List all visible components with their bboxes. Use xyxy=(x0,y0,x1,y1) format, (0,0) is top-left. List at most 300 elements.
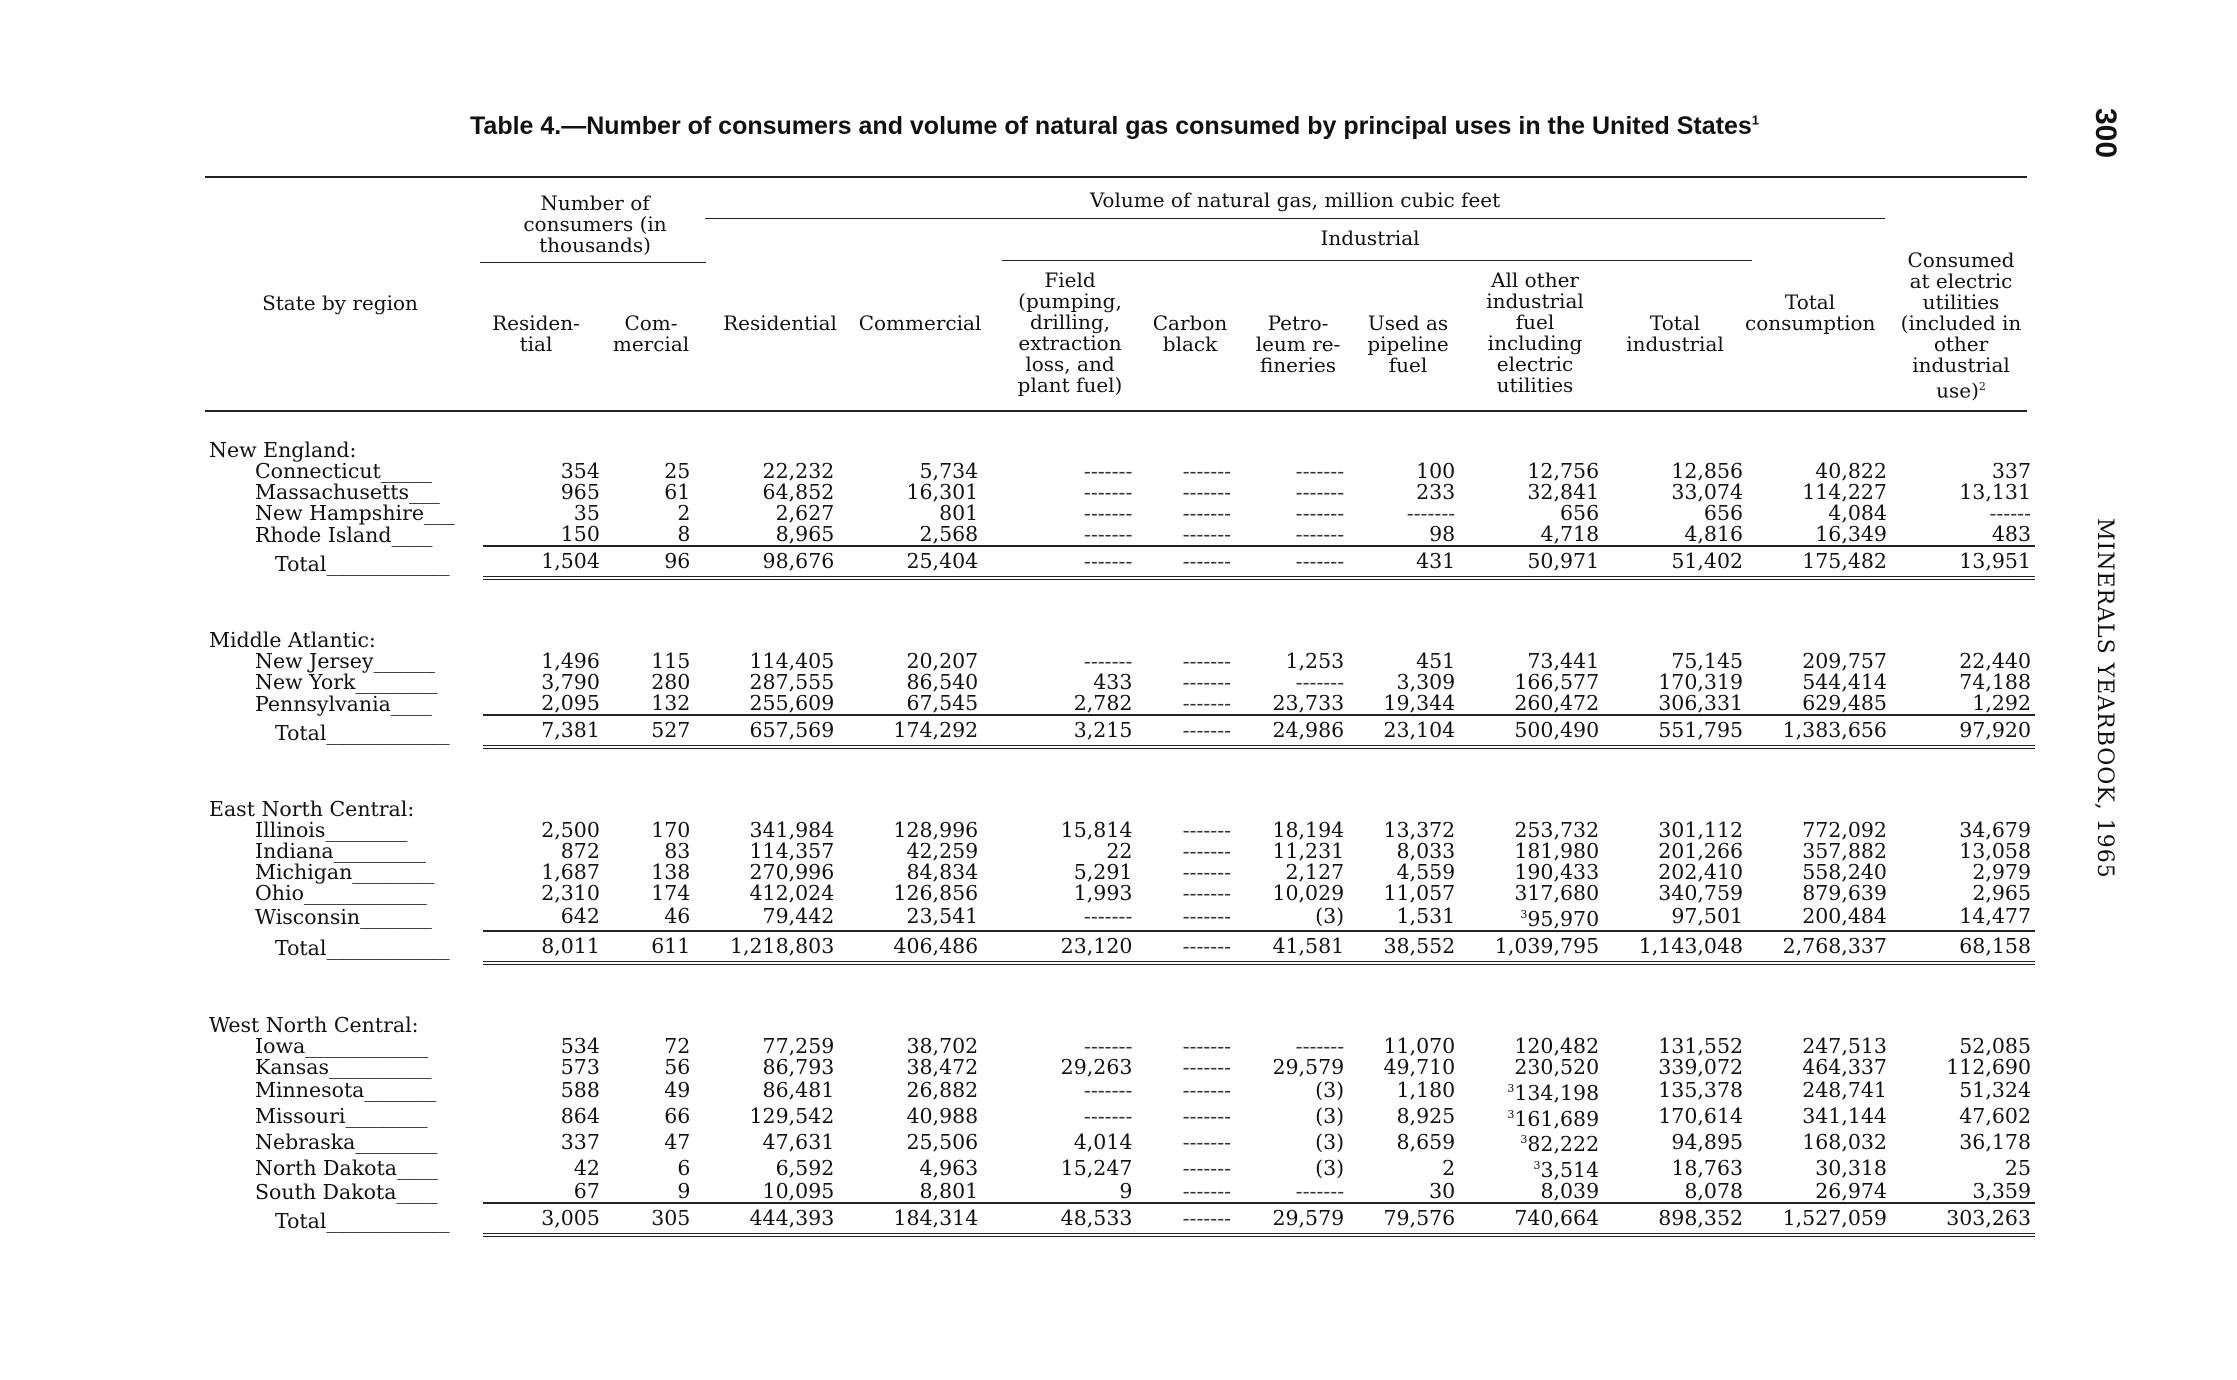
electric-utilities-cell xyxy=(1891,883,2035,904)
cell-value: 72 xyxy=(664,1033,691,1058)
cell-value: 30 xyxy=(1429,1179,1456,1204)
residential-consumers-cell xyxy=(483,672,604,693)
total-row xyxy=(205,546,2035,578)
petroleum-refineries-cell xyxy=(1235,820,1348,841)
field-fuel-total: ------- xyxy=(982,546,1136,578)
spacer-cell xyxy=(205,963,483,1015)
cell-value: 4,718 xyxy=(1540,522,1600,546)
data-table xyxy=(205,440,2035,1237)
cell-value: ------- xyxy=(1083,1078,1133,1103)
cell-value: 18,763 xyxy=(1671,1155,1744,1180)
residential-volume-cell xyxy=(694,503,838,524)
header-electric-utilities: Consumed at electric utilities (included in other industrial use)$^2$ xyxy=(1900,248,2022,403)
cell-value: 2 xyxy=(1442,1155,1456,1180)
total-consumption-cell xyxy=(1747,524,1891,546)
cell-value: 8,801 xyxy=(919,1179,979,1204)
leader-dots: ________ xyxy=(325,818,408,842)
cell-value: 629,485 xyxy=(1802,691,1887,715)
residential-volume-total: 1,218,803 xyxy=(694,931,838,963)
pipeline-fuel-cell xyxy=(1348,1078,1459,1104)
electric-utilities-cell xyxy=(1891,1181,2035,1203)
cell-value: (3) xyxy=(1315,1078,1345,1103)
cell-value: ------- xyxy=(1182,1078,1232,1103)
cell-value: 100 xyxy=(1416,459,1456,483)
cell-value: 656 xyxy=(1703,501,1744,525)
cell-value: 13,372 xyxy=(1383,818,1456,842)
cell-value: 115 xyxy=(651,649,691,673)
commercial-consumers-cell xyxy=(604,672,694,693)
cell-value: ------- xyxy=(1182,480,1232,504)
cell-value: ------- xyxy=(1083,522,1133,546)
field-fuel-cell xyxy=(982,1181,1136,1203)
cell-value: 248,741 xyxy=(1802,1078,1887,1103)
leader-dots: ________ xyxy=(355,670,438,694)
other-industrial-cell xyxy=(1459,524,1603,546)
cell-value: 14,477 xyxy=(1959,904,2031,929)
residential-volume-cell xyxy=(694,693,838,715)
commercial-volume-cell xyxy=(838,693,982,715)
cell-value: 170,614 xyxy=(1658,1104,1744,1129)
residential-volume-cell xyxy=(694,841,838,862)
cell-value: ------- xyxy=(1182,1155,1232,1180)
pipeline-fuel-total: 38,552 xyxy=(1348,931,1459,963)
state-label: South Dakota xyxy=(255,1179,397,1204)
commercial-volume-cell xyxy=(838,841,982,862)
other-industrial-cell xyxy=(1459,651,1603,672)
cell-value: 12,856 xyxy=(1671,459,1744,483)
carbon-black-cell xyxy=(1136,651,1235,672)
cell-value: 79,442 xyxy=(762,904,835,929)
commercial-consumers-cell xyxy=(604,862,694,883)
residential-volume-cell xyxy=(694,1155,838,1181)
cell-value: 47,602 xyxy=(1959,1104,2031,1129)
cell-value: 656 xyxy=(1559,501,1600,525)
leader-dots: ________ xyxy=(352,860,435,884)
cell-value: 56 xyxy=(664,1054,691,1079)
consumers-rule xyxy=(480,262,706,263)
commercial-volume-total: 184,314 xyxy=(838,1203,982,1235)
pipeline-fuel-cell xyxy=(1348,883,1459,904)
cell-value: 161,689 xyxy=(1514,1106,1600,1131)
cell-value: ------- xyxy=(1295,501,1345,525)
carbon-black-cell xyxy=(1136,1033,1235,1058)
cell-value: 170 xyxy=(651,818,691,842)
cell-value: (3) xyxy=(1315,1155,1345,1180)
cell-value: ------- xyxy=(1182,1179,1232,1204)
pipeline-fuel-total: 23,104 xyxy=(1348,715,1459,747)
other-industrial-cell xyxy=(1459,693,1603,715)
residential-volume-cell xyxy=(694,672,838,693)
cell-value: 26,882 xyxy=(906,1078,979,1103)
carbon-black-cell xyxy=(1136,883,1235,904)
cell-value: 2 xyxy=(677,501,691,525)
total-consumption-cell xyxy=(1747,1155,1891,1181)
cell-value: ------- xyxy=(1182,818,1232,842)
cell-value: 40,988 xyxy=(906,1104,979,1129)
pipeline-fuel-cell xyxy=(1348,651,1459,672)
footnote-marker: 3 xyxy=(1533,1159,1541,1173)
cell-value: 260,472 xyxy=(1514,691,1600,715)
cell-value: 114,227 xyxy=(1802,480,1887,504)
petroleum-refineries-cell xyxy=(1235,1181,1348,1203)
residential-consumers-cell xyxy=(483,820,604,841)
cell-value: (3) xyxy=(1315,1129,1345,1154)
residential-volume-cell xyxy=(694,482,838,503)
commercial-consumers-cell xyxy=(604,1054,694,1079)
field-fuel-cell xyxy=(982,862,1136,883)
region-heading xyxy=(205,630,2035,651)
cell-value: 129,542 xyxy=(749,1104,835,1129)
cell-value: 8,659 xyxy=(1396,1129,1456,1154)
cell-value: 10,029 xyxy=(1272,881,1345,905)
residential-volume-total: 657,569 xyxy=(694,715,838,747)
petroleum-refineries-cell xyxy=(1235,841,1348,862)
total-industrial-total: 1,143,048 xyxy=(1603,931,1747,963)
total-label xyxy=(205,546,483,578)
electric-utilities-cell xyxy=(1891,693,2035,715)
total-industrial-cell xyxy=(1603,1104,1747,1130)
other-industrial-cell xyxy=(1459,1129,1603,1155)
pipeline-fuel-cell xyxy=(1348,1054,1459,1079)
residential-consumers-total: 3,005 xyxy=(483,1203,604,1235)
state-name xyxy=(205,461,483,482)
electric-utilities-total: 13,951 xyxy=(1891,546,2035,578)
cell-value: 51,324 xyxy=(1959,1078,2031,1103)
cell-value: ------- xyxy=(1083,1033,1133,1058)
table-row xyxy=(205,651,2035,672)
field-fuel-total: 3,215 xyxy=(982,715,1136,747)
leader-dots: _________ xyxy=(333,839,426,863)
electric-utilities-cell xyxy=(1891,820,2035,841)
residential-volume-cell xyxy=(694,862,838,883)
top-rule xyxy=(205,176,2027,178)
residential-consumers-total: 8,011 xyxy=(483,931,604,963)
cell-value: 114,405 xyxy=(749,649,835,673)
cell-value: (3) xyxy=(1315,904,1345,929)
cell-value: ------- xyxy=(1182,839,1232,863)
state-name xyxy=(205,1054,483,1079)
petroleum-refineries-cell xyxy=(1235,672,1348,693)
commercial-volume-cell xyxy=(838,1054,982,1079)
table-row xyxy=(205,461,2035,482)
field-fuel-cell xyxy=(982,651,1136,672)
cell-value: 23,733 xyxy=(1272,691,1345,715)
cell-value: 15,814 xyxy=(1060,818,1133,842)
cell-value: ------- xyxy=(1182,1033,1232,1058)
title-footnote: 1 xyxy=(1751,112,1759,128)
commercial-volume-cell xyxy=(838,1181,982,1203)
total-industrial-cell xyxy=(1603,672,1747,693)
total-industrial-cell xyxy=(1603,693,1747,715)
cell-value: 33,074 xyxy=(1671,480,1744,504)
commercial-volume-cell xyxy=(838,461,982,482)
other-industrial-total: 50,971 xyxy=(1459,546,1603,578)
cell-value: 49 xyxy=(664,1078,691,1103)
cell-value: 2,782 xyxy=(1073,691,1133,715)
cell-value: ------- xyxy=(1083,501,1133,525)
leader-dots: ____________ xyxy=(326,720,450,745)
other-industrial-cell xyxy=(1459,503,1603,524)
cell-value: 1,687 xyxy=(541,860,600,884)
cell-value: 4,559 xyxy=(1396,860,1456,884)
cell-value: ------- xyxy=(1295,1179,1345,1204)
cell-value: 2,568 xyxy=(919,522,979,546)
region-name: New England: xyxy=(209,438,357,462)
commercial-volume-cell xyxy=(838,820,982,841)
residential-consumers-total: 1,504 xyxy=(483,546,604,578)
state-name xyxy=(205,862,483,883)
field-fuel-cell xyxy=(982,482,1136,503)
pipeline-fuel-cell xyxy=(1348,524,1459,546)
residential-volume-cell xyxy=(694,1033,838,1058)
cell-value: 433 xyxy=(1093,670,1133,694)
cell-value: ------- xyxy=(1182,522,1232,546)
total-industrial-cell xyxy=(1603,862,1747,883)
pipeline-fuel-cell xyxy=(1348,461,1459,482)
cell-value: 61 xyxy=(664,480,691,504)
cell-value: 8 xyxy=(677,522,691,546)
pipeline-fuel-cell xyxy=(1348,862,1459,883)
residential-volume-cell xyxy=(694,1054,838,1079)
commercial-consumers-cell xyxy=(604,651,694,672)
region-name: West North Central: xyxy=(209,1012,419,1037)
region-name: Middle Atlantic: xyxy=(209,628,376,652)
pipeline-fuel-total: 431 xyxy=(1348,546,1459,578)
table-row xyxy=(205,1036,2035,1057)
field-fuel-cell xyxy=(982,672,1136,693)
carbon-black-total: ------- xyxy=(1136,546,1235,578)
commercial-consumers-cell xyxy=(604,461,694,482)
total-consumption-cell xyxy=(1747,862,1891,883)
cell-value: 75,145 xyxy=(1671,649,1744,673)
cell-value: 864 xyxy=(560,1104,600,1129)
petroleum-refineries-cell xyxy=(1235,883,1348,904)
cell-value: 4,014 xyxy=(1073,1129,1133,1154)
leader-dots: ______ xyxy=(373,649,436,673)
commercial-consumers-cell xyxy=(604,1181,694,1203)
state-label: Missouri xyxy=(255,1104,346,1129)
residential-consumers-cell xyxy=(483,693,604,715)
leader-dots: ________ xyxy=(355,1129,438,1154)
cell-value: 13,131 xyxy=(1959,480,2031,504)
cell-value: 965 xyxy=(560,480,600,504)
electric-utilities-cell xyxy=(1891,461,2035,482)
other-industrial-cell xyxy=(1459,883,1603,904)
carbon-black-cell xyxy=(1136,1181,1235,1203)
cell-value: 4,816 xyxy=(1684,522,1744,546)
cell-value: 112,690 xyxy=(1946,1054,2031,1079)
cell-value: 6,592 xyxy=(775,1155,835,1180)
cell-value: 131,552 xyxy=(1658,1033,1744,1058)
carbon-black-cell xyxy=(1136,461,1235,482)
cell-value: 128,996 xyxy=(893,818,979,842)
petroleum-refineries-cell xyxy=(1235,1054,1348,1079)
cell-value: 4,963 xyxy=(919,1155,979,1180)
cell-value: 1,253 xyxy=(1285,649,1345,673)
cell-value: 10,095 xyxy=(762,1179,835,1204)
header-pipeline: Used as pipeline fuel xyxy=(1367,311,1449,377)
total-industrial-cell xyxy=(1603,1129,1747,1155)
cell-value: 134,198 xyxy=(1514,1080,1600,1105)
cell-value: 9 xyxy=(677,1179,691,1204)
cell-value: ------- xyxy=(1182,691,1232,715)
carbon-black-cell xyxy=(1136,693,1235,715)
cell-value: 230,520 xyxy=(1514,1054,1600,1079)
cell-value: 2,965 xyxy=(1972,881,2031,905)
cell-value: ------- xyxy=(1083,480,1133,504)
commercial-volume-cell xyxy=(838,904,982,931)
carbon-black-cell xyxy=(1136,482,1235,503)
cell-value: 306,331 xyxy=(1658,691,1744,715)
state-label: North Dakota xyxy=(255,1155,397,1180)
field-fuel-cell xyxy=(982,820,1136,841)
cell-value: 451 xyxy=(1416,649,1456,673)
total-consumption-total: 175,482 xyxy=(1747,546,1891,578)
petroleum-refineries-cell xyxy=(1235,503,1348,524)
state-label: Indiana xyxy=(255,839,334,863)
carbon-black-cell xyxy=(1136,862,1235,883)
cell-value: 1,292 xyxy=(1972,691,2031,715)
cell-value: 98 xyxy=(1429,522,1456,546)
commercial-volume-total: 174,292 xyxy=(838,715,982,747)
leader-dots: ___ xyxy=(409,480,440,504)
cell-value: 772,092 xyxy=(1802,818,1887,842)
electric-utilities-total: 303,263 xyxy=(1891,1203,2035,1235)
cell-value: 2,500 xyxy=(541,818,600,842)
cell-value: 29,263 xyxy=(1060,1054,1133,1079)
state-label: Nebraska xyxy=(255,1129,356,1154)
field-fuel-cell xyxy=(982,1104,1136,1130)
region-name: East North Central: xyxy=(209,797,415,821)
cell-value: 4,084 xyxy=(1828,501,1887,525)
cell-value: 9 xyxy=(1119,1179,1133,1204)
cell-value: (3) xyxy=(1315,1104,1345,1129)
state-name xyxy=(205,1181,483,1203)
state-name xyxy=(205,1033,483,1058)
other-industrial-cell xyxy=(1459,904,1603,931)
carbon-black-cell xyxy=(1136,1078,1235,1104)
cell-value: ------- xyxy=(1182,501,1232,525)
cell-value: ------- xyxy=(1182,1104,1232,1129)
cell-value: ------- xyxy=(1406,501,1456,525)
residential-volume-cell xyxy=(694,904,838,931)
carbon-black-cell xyxy=(1136,1155,1235,1181)
electric-utilities-cell xyxy=(1891,524,2035,546)
cell-value: 233 xyxy=(1416,480,1456,504)
state-name xyxy=(205,1129,483,1155)
total-consumption-cell xyxy=(1747,841,1891,862)
commercial-consumers-cell xyxy=(604,503,694,524)
field-fuel-cell xyxy=(982,693,1136,715)
carbon-black-cell xyxy=(1136,672,1235,693)
pipeline-fuel-cell xyxy=(1348,1155,1459,1181)
header-commercial: Commercial xyxy=(858,311,982,335)
carbon-black-cell xyxy=(1136,1104,1235,1130)
leader-dots: ____________ xyxy=(326,551,450,576)
cell-value: 317,680 xyxy=(1514,881,1600,905)
cell-value: 13,058 xyxy=(1959,839,2031,863)
cell-value: 8,033 xyxy=(1396,839,1456,863)
residential-volume-cell xyxy=(694,651,838,672)
commercial-volume-cell xyxy=(838,1155,982,1181)
electric-utilities-cell xyxy=(1891,1054,2035,1079)
carbon-black-cell xyxy=(1136,820,1235,841)
commercial-volume-cell xyxy=(838,1078,982,1104)
other-industrial-total: 500,490 xyxy=(1459,715,1603,747)
pipeline-fuel-cell xyxy=(1348,482,1459,503)
other-industrial-cell xyxy=(1459,1104,1603,1130)
commercial-consumers-cell xyxy=(604,1155,694,1181)
cell-value: 1,496 xyxy=(541,649,600,673)
petroleum-refineries-cell xyxy=(1235,862,1348,883)
table-row xyxy=(205,841,2035,862)
commercial-volume-total: 406,486 xyxy=(838,931,982,963)
carbon-black-cell xyxy=(1136,503,1235,524)
region-spacer xyxy=(205,578,2035,630)
petroleum-refineries-cell xyxy=(1235,651,1348,672)
header-industrial-group: Industrial xyxy=(1320,226,1420,250)
cell-value: 74,188 xyxy=(1959,670,2031,694)
header-commercial-consumers: Com- mercial xyxy=(612,311,690,356)
cell-value: 573 xyxy=(560,1054,600,1079)
total-consumption-cell xyxy=(1747,651,1891,672)
total-consumption-cell xyxy=(1747,461,1891,482)
cell-value: ------- xyxy=(1083,904,1133,929)
pipeline-fuel-cell xyxy=(1348,820,1459,841)
region-heading xyxy=(205,440,2035,461)
state-label: Wisconsin xyxy=(255,904,361,929)
carbon-black-cell xyxy=(1136,524,1235,546)
total-consumption-cell xyxy=(1747,883,1891,904)
table-row xyxy=(205,862,2035,883)
carbon-black-cell xyxy=(1136,1054,1235,1079)
pipeline-fuel-cell xyxy=(1348,1033,1459,1058)
header-residential-consumers: Residen- tial xyxy=(492,311,580,356)
spacer-cell xyxy=(205,578,483,630)
residential-consumers-cell xyxy=(483,651,604,672)
cell-value: 86,793 xyxy=(762,1054,835,1079)
total-industrial-cell xyxy=(1603,461,1747,482)
field-fuel-cell xyxy=(982,503,1136,524)
residential-consumers-total: 7,381 xyxy=(483,715,604,747)
petroleum-refineries-total: 24,986 xyxy=(1235,715,1348,747)
cell-value: 25,506 xyxy=(906,1129,979,1154)
cell-value: ------- xyxy=(1083,1104,1133,1129)
field-fuel-cell xyxy=(982,841,1136,862)
commercial-volume-cell xyxy=(838,1033,982,1058)
electric-utilities-cell xyxy=(1891,1104,2035,1130)
cell-value: 34,679 xyxy=(1959,818,2031,842)
table-row xyxy=(205,503,2035,524)
pipeline-fuel-total: 79,576 xyxy=(1348,1203,1459,1235)
state-label: New Hampshire xyxy=(255,501,425,525)
cell-value: 341,144 xyxy=(1802,1104,1887,1129)
cell-value: 67,545 xyxy=(906,691,979,715)
cell-value: 22 xyxy=(1106,839,1133,863)
state-name xyxy=(205,1078,483,1104)
cell-value: 5,291 xyxy=(1073,860,1133,884)
field-fuel-cell xyxy=(982,1054,1136,1079)
petroleum-refineries-cell xyxy=(1235,904,1348,931)
leader-dots: ____________ xyxy=(326,936,450,961)
residential-volume-cell xyxy=(694,883,838,904)
state-name xyxy=(205,524,483,546)
cell-value: 8,078 xyxy=(1684,1179,1744,1204)
cell-value: 1,531 xyxy=(1396,904,1456,929)
pipeline-fuel-cell xyxy=(1348,503,1459,524)
total-consumption-cell xyxy=(1747,1078,1891,1104)
field-fuel-cell xyxy=(982,1078,1136,1104)
